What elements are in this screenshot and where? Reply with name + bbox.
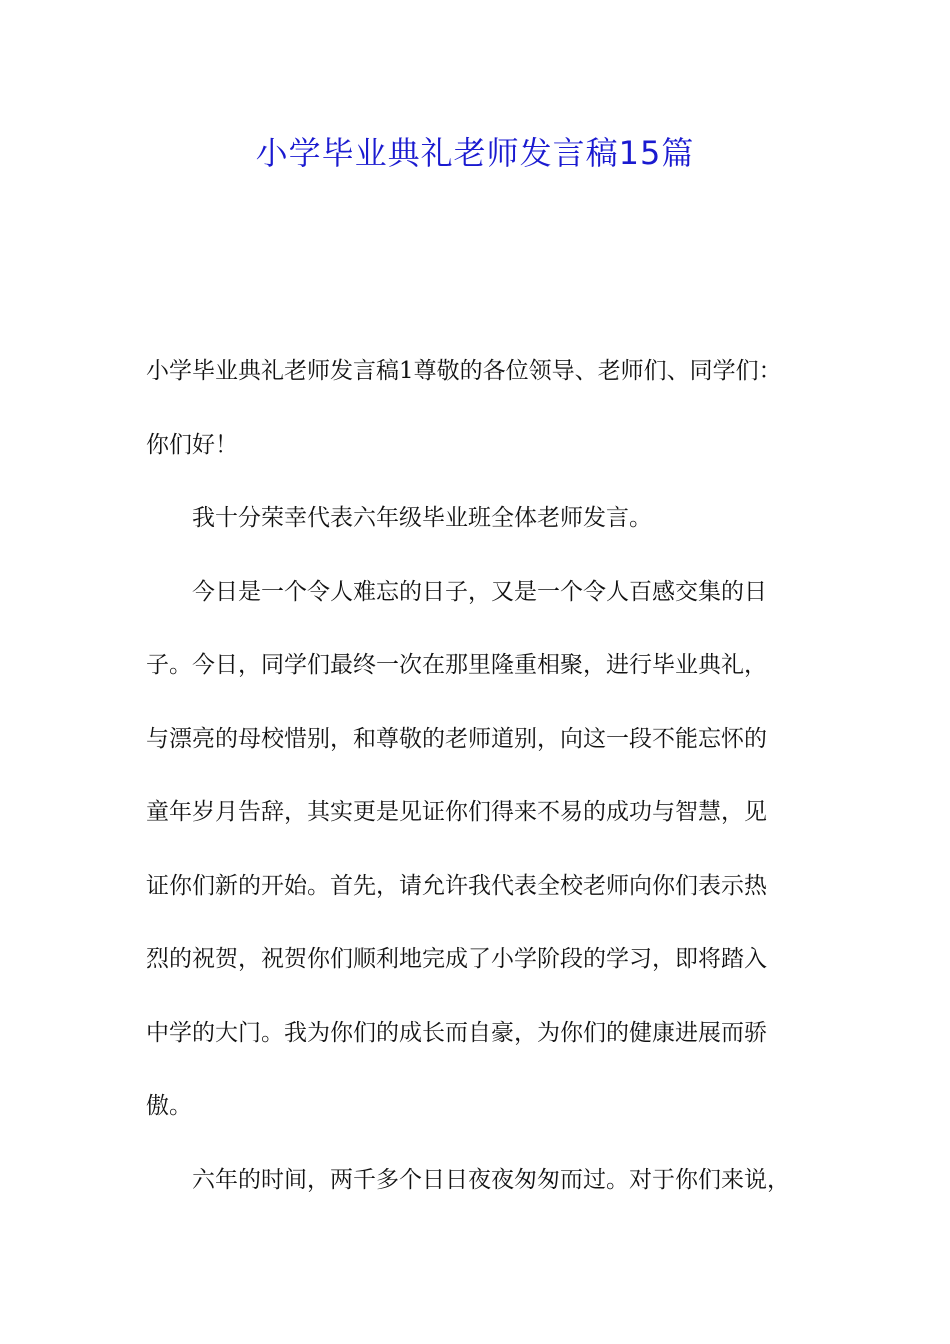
paragraph-line: 傲。 [146,1093,192,1119]
paragraph-line: 我十分荣幸代表六年级毕业班全体老师发言。 [192,505,652,531]
paragraph-line: 六年的时间，两千多个日日夜夜匆匆而过。对于你们来说， [192,1166,790,1193]
document-title: 小学毕业典礼老师发言稿15篇 [255,134,695,172]
paragraph-line: 今日是一个令人难忘的日子，又是一个令人百感交集的日 [192,578,767,605]
paragraph-line: 小学毕业典礼老师发言稿1尊敬的各位领导、老师们、同学们： [146,358,782,384]
document-body [146,335,826,1217]
paragraph-line: 子。今日，同学们最终一次在那里隆重相聚，进行毕业典礼， [146,652,767,678]
paragraph-line: 与漂亮的母校惜别，和尊敬的老师道别，向这一段不能忘怀的 [146,725,767,752]
paragraph-line: 证你们新的开始。首先，请允许我代表全校老师向你们表示热 [146,872,767,899]
paragraph-line: 童年岁月告辞，其实更是见证你们得来不易的成功与智慧，见 [146,799,767,825]
paragraph-line: 你们好！ [146,431,238,458]
paragraph-line: 中学的大门。我为你们的成长而自豪，为你们的健康进展而骄 [146,1019,767,1046]
paragraph-line: 烈的祝贺，祝贺你们顺利地完成了小学阶段的学习，即将踏入 [146,946,767,972]
